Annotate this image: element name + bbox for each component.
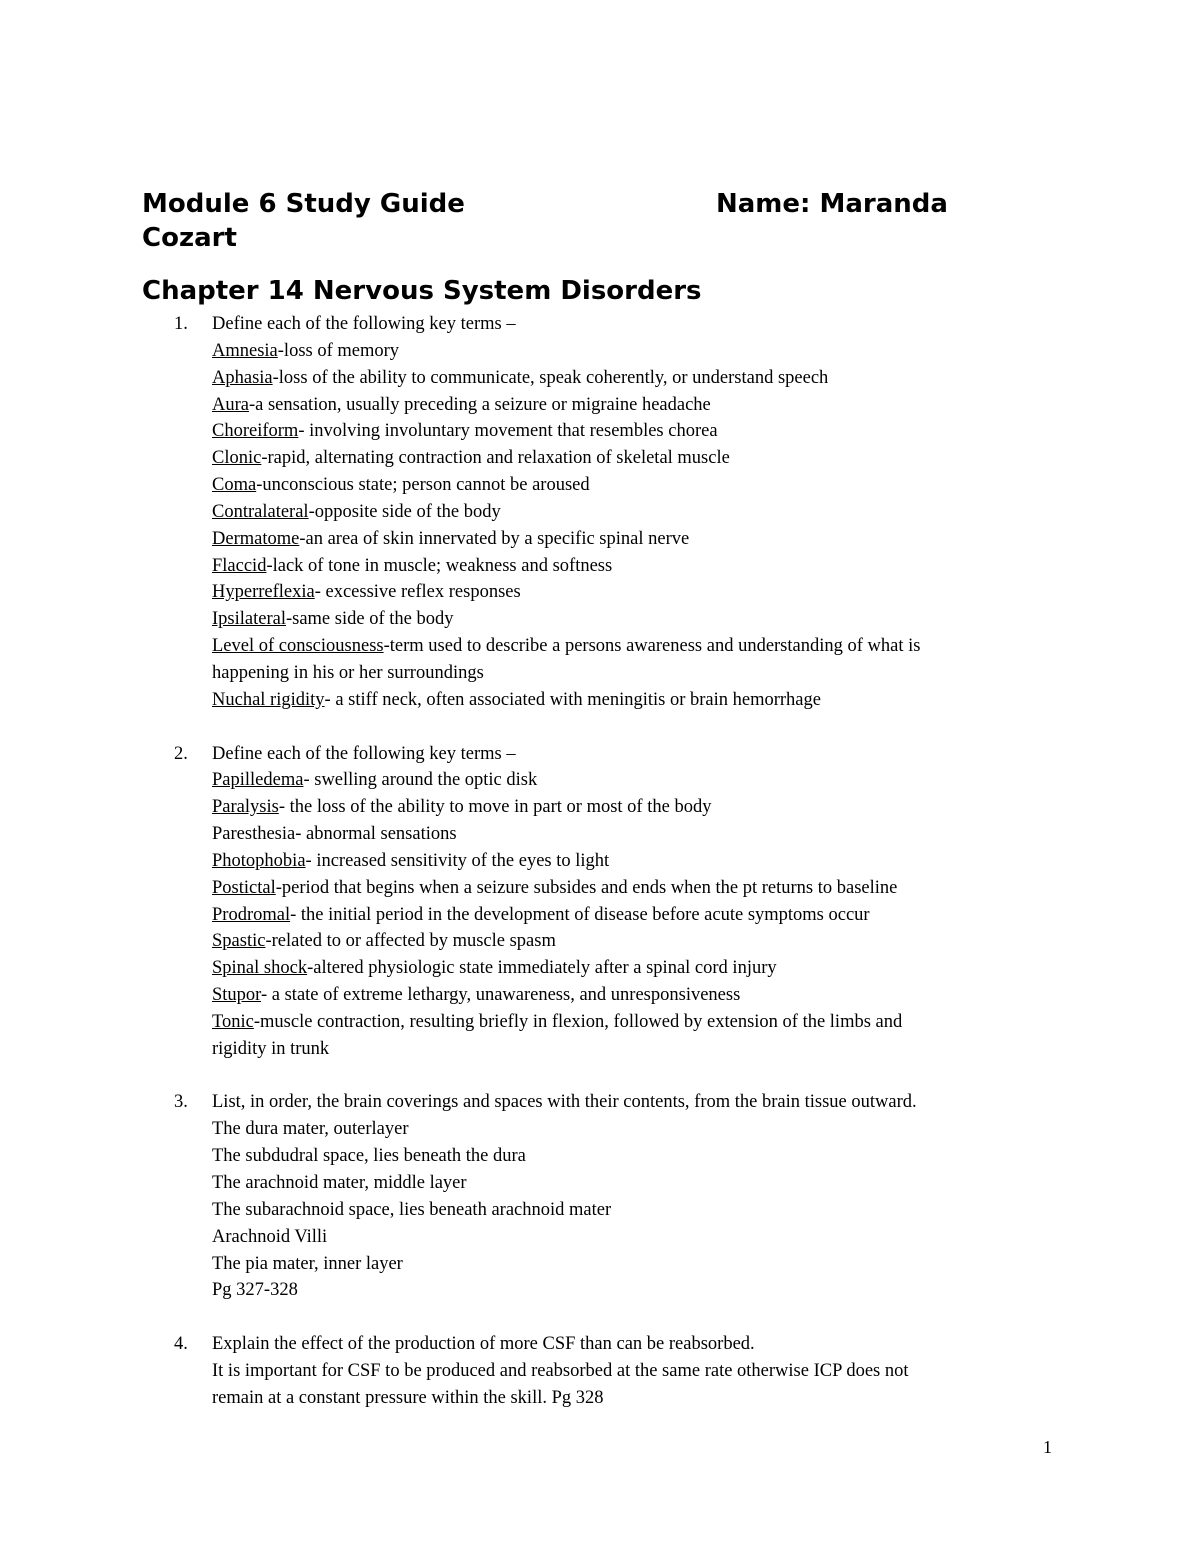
list-item [212,848,1062,875]
question-prompt: Explain the effect of the production of more CSF than can be reabsorbed. [212,1334,755,1355]
definition-continuation: rigidity in trunk [212,1038,330,1059]
term-definition: -same side of the body [285,609,454,630]
term-definition: - increased sensitivity of the eyes to light [305,850,610,871]
term-definition: -lack of tone in muscle; weakness and softness [266,555,613,576]
term-definition: Paresthesia- abnormal sensations [212,824,457,845]
list-item [212,553,1062,580]
key-term: Paralysis [212,797,279,818]
term-definition: -loss of the ability to communicate, speak coherently, or understand speech [272,367,829,388]
key-term: Hyperreflexia [212,582,315,603]
term-definition: - a state of extreme lethargy, unawareness, and unresponsiveness [260,985,741,1006]
question-number: 2. [174,743,188,764]
key-term: Papilledema [212,770,304,791]
question-prompt: Define each of the following key terms – [212,743,516,764]
key-term: Dermatome [212,528,300,549]
key-term: Postictal [212,877,276,898]
list-item [212,579,1062,606]
question-number: 1. [174,314,188,334]
chapter-heading: Chapter 14 Nervous System Disorders [142,276,702,306]
question-prompt: List, in order, the brain coverings and spaces with their contents, from the brain tissue outward. [212,1092,917,1113]
key-term: Flaccid [212,555,267,576]
document-title: Module 6 Study Guide [142,189,465,219]
key-term: Spinal shock [212,958,308,979]
list-item [212,687,1062,714]
answer-line: It is important for CSF to be produced and reabsorbed at the same rate otherwise ICP does not [212,1360,909,1381]
list-item [212,526,1062,553]
term-definition: -altered physiologic state immediately after a spinal cord injury [307,958,777,979]
key-term: Coma [212,475,257,496]
key-term: Choreiform [212,421,299,442]
term-definition: -an area of skin innervated by a specific spinal nerve [299,528,690,549]
key-term: Aura [212,394,249,415]
key-term: Amnesia [212,340,278,361]
key-term: Ipsilateral [212,609,286,630]
term-definition: -rapid, alternating contraction and relaxation of skeletal muscle [261,448,730,469]
list-item [212,875,1062,902]
paragraph-gap [0,714,1200,741]
key-term: Aphasia [212,367,273,388]
term-definition: - a stiff neck, often associated with meningitis or brain hemorrhage [324,689,821,710]
question-list [0,311,1200,1412]
answer-line: The subdudral space, lies beneath the dura [212,1146,526,1167]
answer-line: The pia mater, inner layer [212,1253,403,1274]
term-definition: -a sensation, usually preceding a seizure or migraine headache [248,394,711,415]
paragraph-gap [0,1063,1200,1090]
key-term: Tonic [212,1011,254,1032]
key-term: Photophobia [212,850,306,871]
key-term: Nuchal rigidity [212,689,325,710]
list-item [212,955,1062,982]
term-definition: -related to or affected by muscle spasm [265,931,556,952]
question-4 [0,1331,1200,1412]
term-definition: - excessive reflex responses [314,582,521,603]
list-item [212,902,1062,929]
list-item [212,445,1062,472]
list-item [212,1009,1062,1036]
page-number: 1 [1043,1437,1052,1457]
key-term: Stupor [212,985,261,1006]
term-definition: - swelling around the optic disk [303,770,538,791]
list-item [212,472,1062,499]
list-item [212,418,1062,445]
question-2 [0,741,1200,1063]
list-item [212,365,1062,392]
term-definition: - the initial period in the development of disease before acute symptoms occur [290,904,870,925]
list-item [212,606,1062,633]
question-3 [0,1089,1200,1304]
question-number: 3. [174,1092,188,1113]
student-name: Name: Maranda [716,189,948,219]
list-item [212,821,1062,848]
list-item [212,794,1062,821]
answer-line: The subarachnoid space, lies beneath arachnoid mater [212,1199,612,1220]
list-item [212,499,1062,526]
key-term: Spastic [212,931,266,952]
answer-line: Arachnoid Villi [212,1226,328,1247]
list-item [212,392,1062,419]
list-item [212,633,1062,660]
term-definition: -opposite side of the body [308,501,501,522]
list-item [212,767,1062,794]
list-item [212,338,1062,365]
term-definition: -muscle contraction, resulting briefly in flexion, followed by extension of the limbs and [253,1011,903,1032]
answer-line: remain at a constant pressure within the skill. Pg 328 [212,1387,604,1408]
question-prompt: Define each of the following key terms – [212,314,516,334]
key-term: Contralateral [212,501,309,522]
term-definition: - the loss of the ability to move in part or most of the body [278,797,712,818]
term-definition: -term used to describe a persons awareness and understanding of what is [383,636,921,657]
key-term: Prodromal [212,904,291,925]
list-item [212,928,1062,955]
term-definition: -loss of memory [277,340,400,361]
term-definition: - involving involuntary movement that resembles chorea [298,421,718,442]
term-definition: -period that begins when a seizure subsides and ends when the pt returns to baseline [275,877,898,898]
key-term: Clonic [212,448,262,469]
paragraph-gap [0,1304,1200,1331]
answer-line: The dura mater, outerlayer [212,1119,409,1140]
key-term: Level of consciousness [212,636,384,657]
page-reference: Pg 327-328 [212,1280,298,1301]
term-definition: -unconscious state; person cannot be aroused [256,475,590,496]
student-surname: Cozart [142,223,237,253]
list-item [212,982,1062,1009]
question-1 [0,311,1200,714]
definition-continuation: happening in his or her surroundings [212,662,484,683]
answer-line: The arachnoid mater, middle layer [212,1173,467,1193]
question-number: 4. [174,1334,188,1355]
